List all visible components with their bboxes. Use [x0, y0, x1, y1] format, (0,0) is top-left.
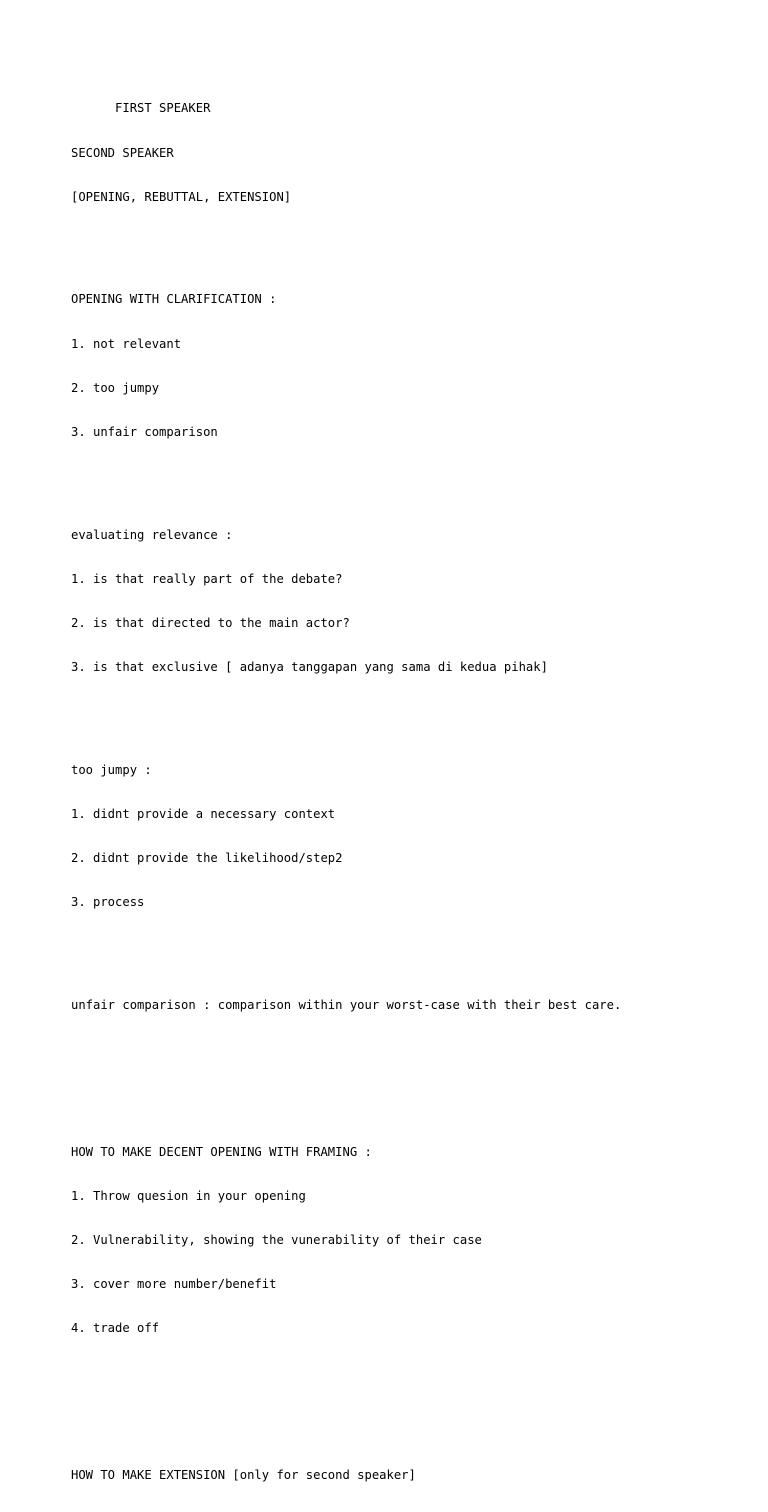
- relevance-item-3: 3. is that exclusive [ adanya tanggapan yang sama di kedua pihak]: [71, 659, 548, 674]
- second-speaker-line: SECOND SPEAKER: [71, 145, 174, 160]
- clarification-item-3: 3. unfair comparison: [71, 424, 218, 439]
- clarification-item-2: 2. too jumpy: [71, 380, 160, 395]
- first-speaker-line: FIRST SPEAKER: [71, 101, 211, 116]
- blank-line: [71, 1042, 621, 1057]
- document-text: [71, 72, 621, 1512]
- relevance-item-2: 2. is that directed to the main actor?: [71, 615, 350, 630]
- jumpy-heading: too jumpy :: [71, 762, 152, 777]
- jumpy-item-3: 3. process: [71, 895, 145, 910]
- clarification-item-1: 1. not relevant: [71, 336, 182, 351]
- speech-parts-line: [OPENING, REBUTTAL, EXTENSION]: [71, 189, 292, 204]
- blank-line: [71, 1410, 621, 1425]
- unfair-comparison-line: unfair comparison : comparison within your worst-case with their best care.: [71, 998, 622, 1012]
- jumpy-item-1: 1. didnt provide a necessary context: [71, 806, 336, 821]
- extension-heading: HOW TO MAKE EXTENSION [only for second speaker]: [71, 1468, 416, 1483]
- clarification-heading: OPENING WITH CLARIFICATION :: [71, 292, 277, 307]
- blank-line: [71, 469, 621, 484]
- jumpy-item-2: 2. didnt provide the likelihood/step2: [71, 851, 343, 866]
- framing-item-4: 4. trade off: [71, 1321, 160, 1336]
- blank-line: [71, 234, 621, 249]
- blank-line: [71, 704, 621, 719]
- blank-line: [71, 1365, 621, 1380]
- framing-heading: HOW TO MAKE DECENT OPENING WITH FRAMING :: [71, 1144, 372, 1159]
- relevance-heading: evaluating relevance :: [71, 527, 233, 542]
- framing-item-1: 1. Throw quesion in your opening: [71, 1189, 306, 1204]
- blank-line: [71, 1086, 621, 1101]
- blank-line: [71, 939, 621, 954]
- framing-item-2: 2. Vulnerability, showing the vunerability of their case: [71, 1233, 482, 1248]
- framing-item-3: 3. cover more number/benefit: [71, 1277, 277, 1292]
- relevance-item-1: 1. is that really part of the debate?: [71, 571, 343, 586]
